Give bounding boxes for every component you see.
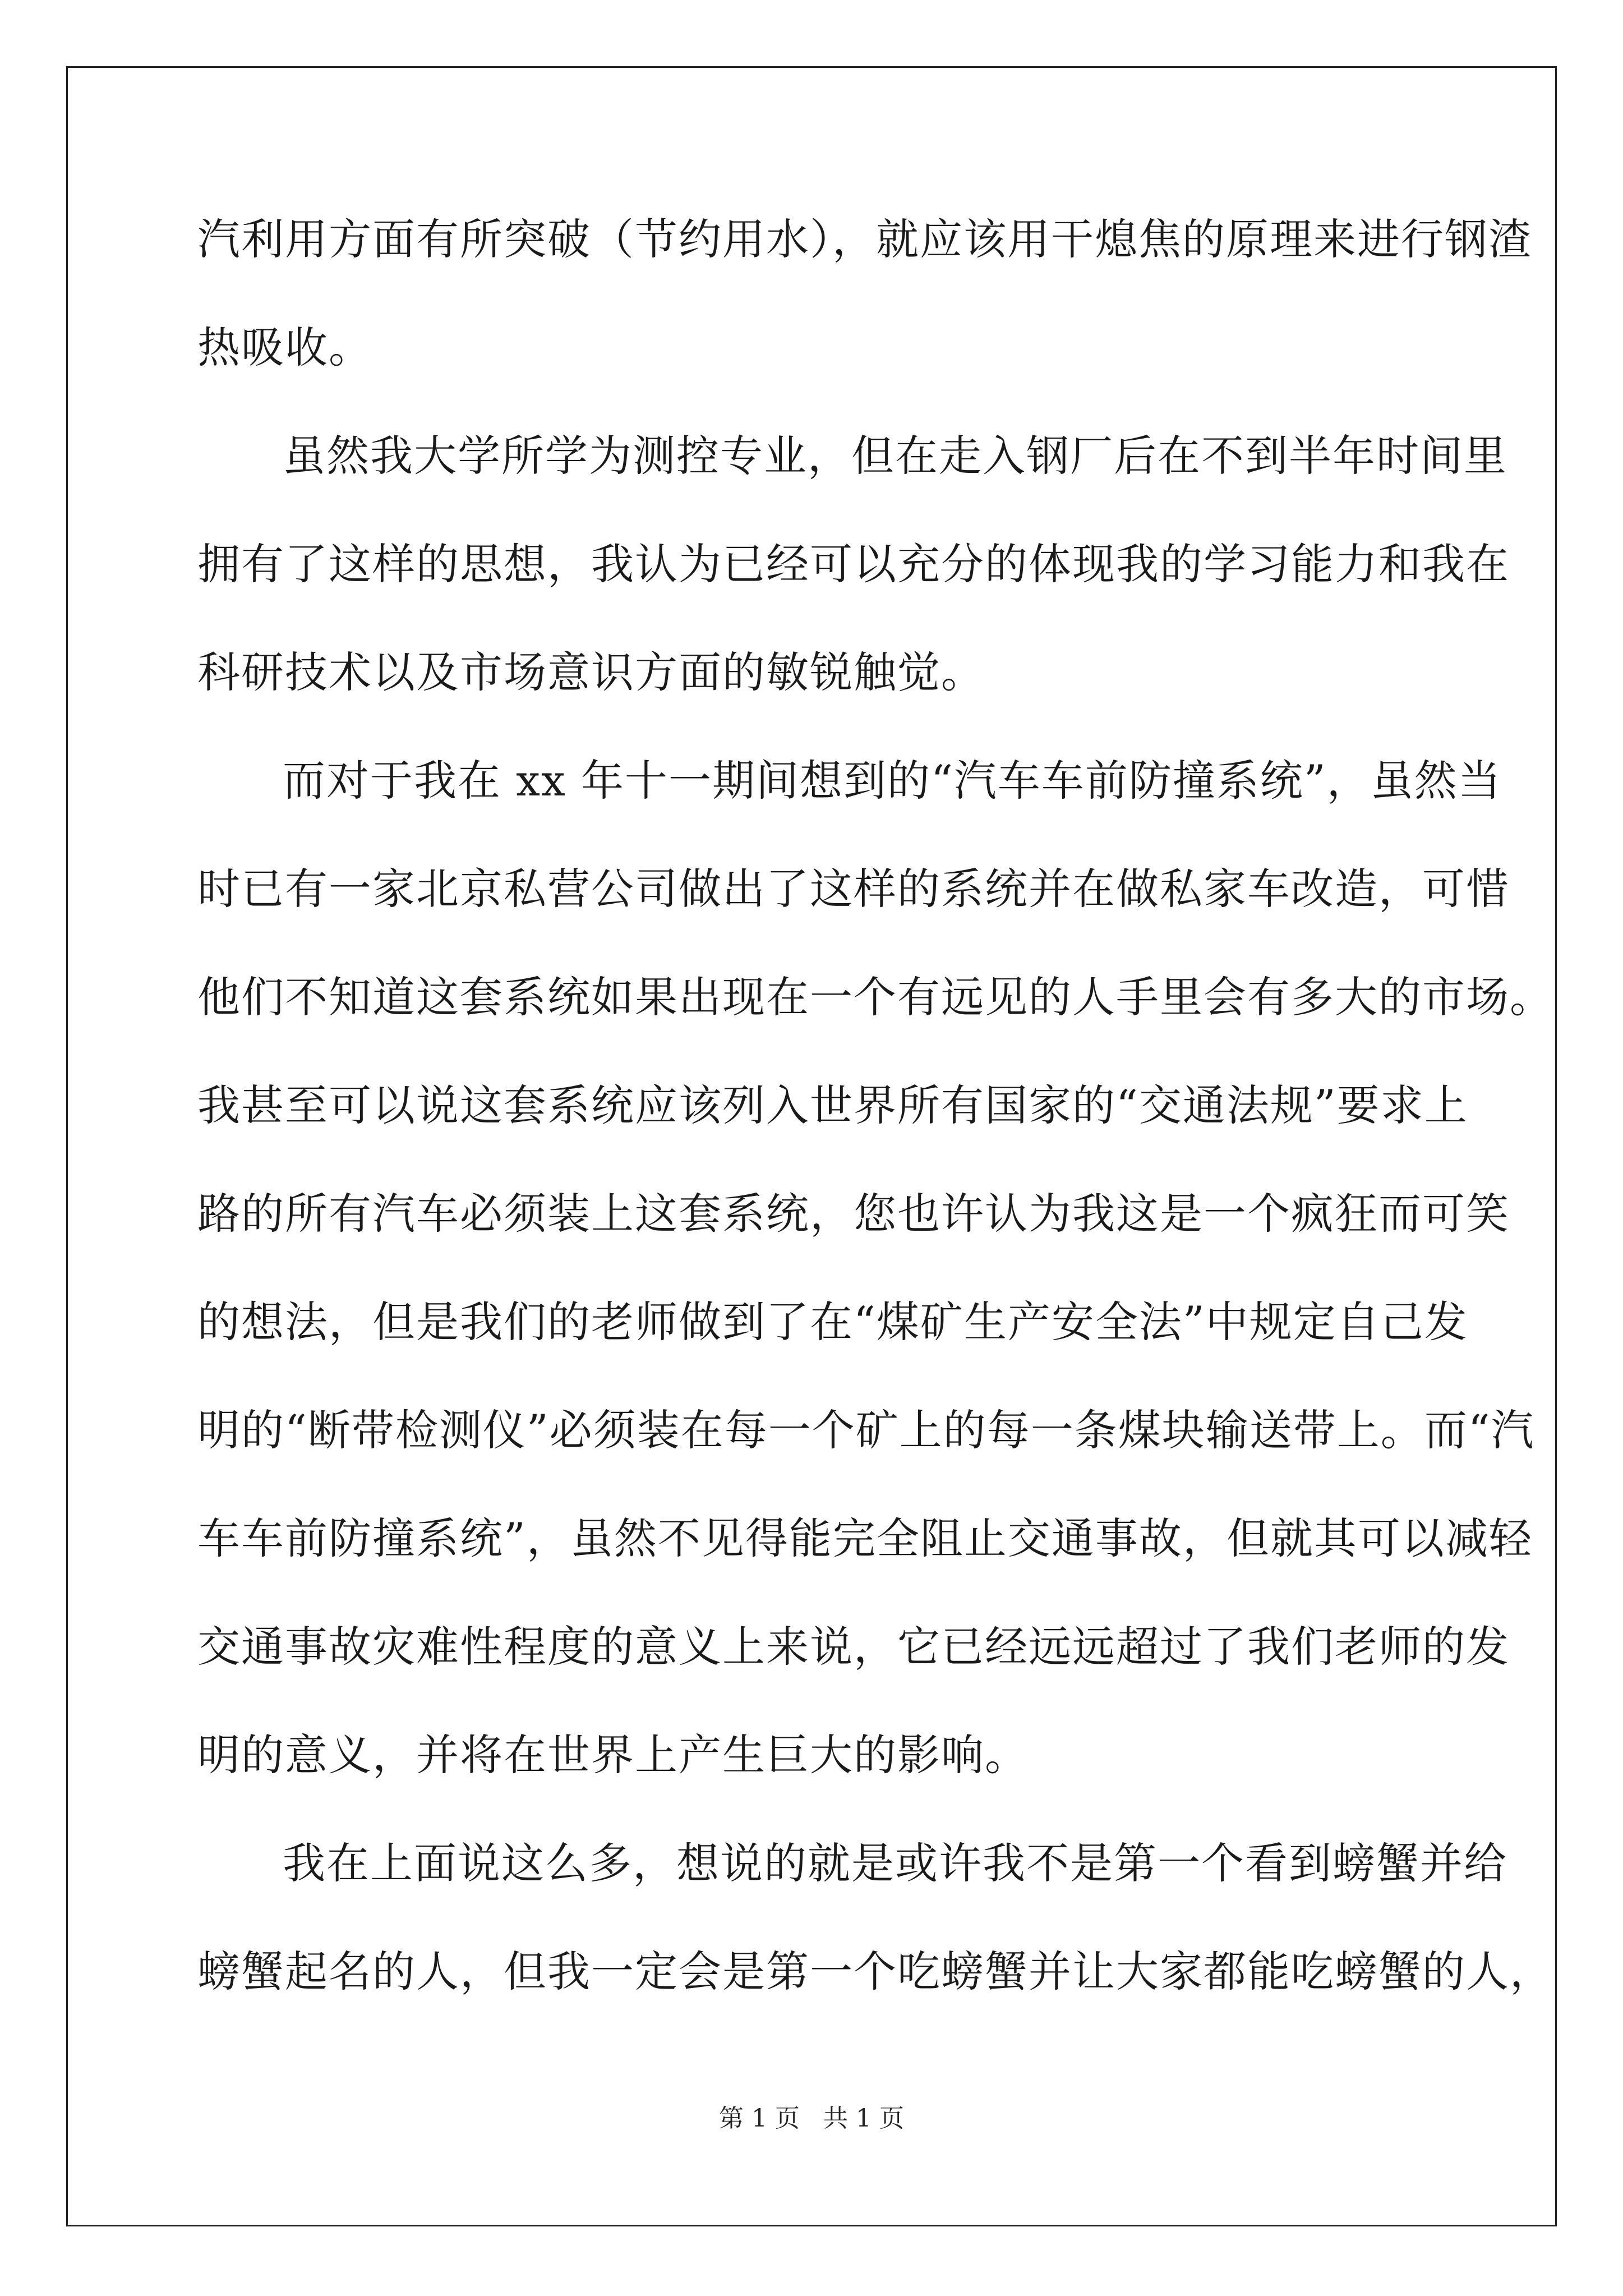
text-line: 热吸收。 (197, 323, 372, 372)
text-line: 他们不知道这套系统如果出现在一个有远见的人手里会有多大的市场。 (197, 972, 1553, 1022)
text-line: 汽利用方面有所突破（节约用水），就应该用干熄焦的原理来进行钢渣 (197, 214, 1532, 264)
text-line: 车车前防撞系统”，虽然不见得能完全阻止交通事故，但就其可以减轻 (197, 1513, 1533, 1563)
text-line: 时已有一家北京私营公司做出了这样的系统并在做私家车改造，可惜 (197, 864, 1510, 914)
text-line: 交通事故灾难性程度的意义上来说，它已经远远超过了我们老师的发 (197, 1622, 1510, 1672)
text-line: 明的“断带检测仪”必须装在每一个矿上的每一条煤块输送带上。而“汽 (197, 1405, 1535, 1455)
text-line: 路的所有汽车必须装上这套系统，您也许认为我这是一个疯狂而可笑 (197, 1189, 1510, 1239)
document-body (197, 185, 1553, 2026)
text-line: 虽然我大学所学为测控专业，但在走入钢厂后在不到半年时间里 (283, 431, 1507, 481)
text-line: 而对于我在 xx 年十一期间想到的“汽车车前防撞系统”，虽然当 (283, 756, 1502, 806)
text-line: 螃蟹起名的人，但我一定会是第一个吃螃蟹并让大家都能吃螃蟹的人， (197, 1947, 1553, 1996)
text-line: 拥有了这样的思想，我认为已经可以充分的体现我的学习能力和我在 (197, 539, 1510, 589)
text-line: 科研技术以及市场意识方面的敏锐触觉。 (197, 647, 985, 697)
page-number-footer: 第 1 页 共 1 页 (719, 2104, 904, 2133)
text-line: 我在上面说这么多，想说的就是或许我不是第一个看到螃蟹并给 (283, 1838, 1507, 1888)
text-line: 我甚至可以说这套系统应该列入世界所有国家的“交通法规”要求上 (197, 1080, 1468, 1130)
text-line: 明的意义，并将在世界上产生巨大的影响。 (197, 1730, 1029, 1780)
text-line: 的想法，但是我们的老师做到了在“煤矿生产安全法”中规定自己发 (197, 1297, 1468, 1347)
